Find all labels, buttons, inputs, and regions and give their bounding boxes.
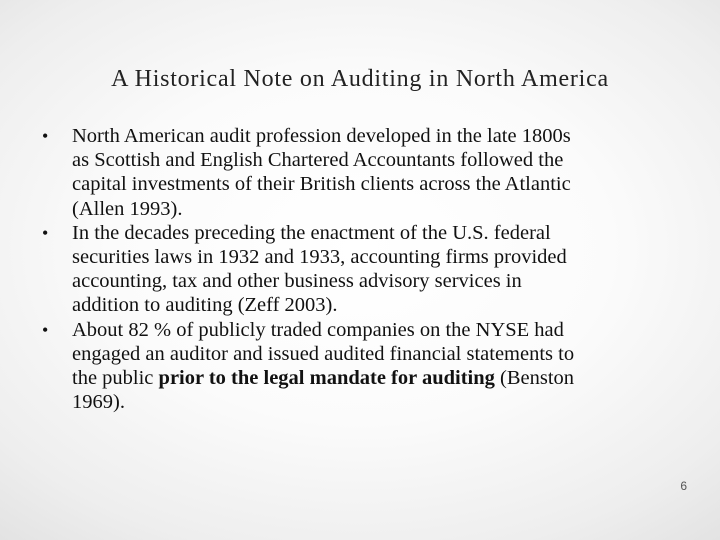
bullet-text-segment: (Benston <box>494 367 575 390</box>
bullet-item <box>0 221 720 318</box>
bullet-item <box>0 318 720 415</box>
bullet-text-segment: the public <box>72 367 159 390</box>
bullet-text-line: About 82 % of publicly traded companies on the NYSE had <box>72 318 564 341</box>
bullet-text-line: engaged an auditor and issued audited financial statements to <box>72 342 575 365</box>
bullet-marker-icon: • <box>42 319 49 340</box>
slide-title: A Historical Note on Auditing in North America <box>111 66 609 92</box>
bullet-list <box>0 124 720 414</box>
bullet-text-line: addition to auditing (Zeff 2003). <box>72 294 338 317</box>
bullet-text-line: North American audit profession developed in the late 1800s <box>72 125 571 147</box>
bullet-marker-icon: • <box>42 126 49 146</box>
bullet-text-line: as Scottish and English Chartered Accountants followed the <box>72 149 564 172</box>
bullet-item <box>0 124 720 221</box>
bullet-text-line-with-emphasis <box>72 366 680 390</box>
bullet-text-line: accounting, tax and other business advisory services in <box>72 270 522 293</box>
bullet-text-line: (Allen 1993). <box>72 197 183 220</box>
bullet-marker-icon: • <box>42 222 49 243</box>
bullet-text-line: 1969). <box>72 391 125 414</box>
page-number: 6 <box>680 479 687 493</box>
bullet-text-line: capital investments of their British clients across the Atlantic <box>72 173 571 196</box>
bold-emphasis-text: prior to the legal mandate for auditing <box>158 367 495 390</box>
bullet-text-line: In the decades preceding the enactment of the U.S. federal <box>72 221 551 244</box>
bullet-text-line: securities laws in 1932 and 1933, accounting firms provided <box>72 246 567 269</box>
